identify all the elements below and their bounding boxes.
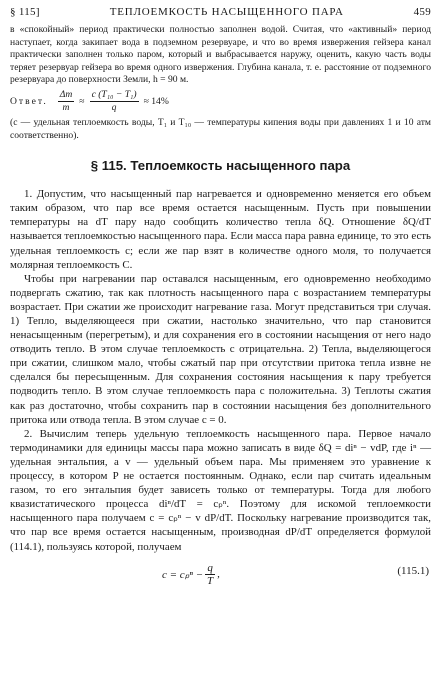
header-section-ref: § 115] bbox=[10, 6, 40, 18]
answer-note bbox=[10, 117, 431, 142]
formula-frac-numerator: q bbox=[207, 561, 213, 574]
answer-relation: ≈ bbox=[79, 96, 85, 108]
header-title: ТЕПЛОЕМКОСТЬ НАСЫЩЕННОГО ПАРА bbox=[109, 6, 344, 18]
problem-paragraph: в «спокойный» период практически полностью заполнен водой. Считая, что «активный» период наступает, когда закипает вода в подземном резервуаре, и что во время извержения гейзера канал практически заполнен только паром, который и выбрасывается наружу, оценить, какую часть воды теряет резервуар гейзера во время одного извержения. Глубина канала, т. е. расстояние от подземного резервуара до поверхности Земли, h = 90 м. bbox=[10, 24, 431, 86]
section-body bbox=[10, 187, 431, 553]
section-title: § 115. Теплоемкость насыщенного пара bbox=[90, 158, 351, 174]
formula-expression bbox=[162, 562, 220, 587]
body-paragraph-2: Чтобы при нагревании пар оставался насыщенным, его одновременно необходимо подвергать сжатию, так как плотность насыщенного пара с возрастанием температуры возрастает. При сжатии же происходит нагревание газа. Могут представиться три случая. 1) Тепло, выделяющееся при сжатии, настолько значительно, что пар становится ненасыщенным (перегретым), и для сохранения его в состоянии насыщения от него надо отводить тепло. В этом случае теплоемкость c отрицательна. 2) Тепла, выделяющегося при сжатии, слишком мало, чтобы сжатый пар при отсутствии притока тепла извне не сделался бы пересыщенным. Для сохранения состояния насыщения к пару требуется подводить тепло. В этом случае теплоемкость пара c положительна. 3) Теплоты сжатия как раз достаточно, чтобы сохранить пар в состоянии насыщения без дополнительного притока или отвода тепла. В этом случае c = 0. bbox=[10, 272, 431, 426]
page-number: 459 bbox=[413, 6, 431, 18]
formula-number: (115.1) bbox=[397, 564, 429, 577]
running-header bbox=[10, 6, 431, 24]
problem-text bbox=[10, 24, 431, 87]
answer-note-text: (c — удельная теплоемкость воды, T₁ и T₁₀ — температуры кипения воды при давлениях 1 и 10 атм соответственно). bbox=[10, 116, 431, 141]
answer-label: Ответ. bbox=[10, 96, 48, 108]
formula-frac-denominator: T bbox=[207, 574, 214, 587]
answer-fraction-1 bbox=[58, 89, 75, 114]
answer-result: ≈ 14% bbox=[143, 96, 169, 108]
answer-frac2-numerator: c (T₁₀ − T₁) bbox=[91, 89, 137, 101]
answer-line bbox=[10, 89, 431, 115]
answer-fraction-2 bbox=[90, 89, 139, 114]
answer-frac1-denominator: m bbox=[62, 102, 70, 114]
formula-fraction bbox=[205, 562, 215, 587]
body-paragraph-3: 2. Вычислим теперь удельную теплоемкость насыщенного пара. Первое начало термодинамики для единицы массы пара можно записать в виде δQ = diⁿ − vdP, где iⁿ — удельная энтальпия, а v — удельный объем пара. Мы применяем это уравнение к процессу, в котором P не остается постоянным. Однако, если пар считать идеальным газом, то его энтальпия будет зависеть только от температуры. Тогда для любого квазистатического процесса diⁿ/dT = cₚⁿ. Поэтому для искомой теплоемкости насыщенного пара получаем c = cₚⁿ − v dP/dT. Поскольку нагревание производится так, что пар все время остается насыщенным, производная dP/dT определяется формулой (114.1), пользуясь которой, получаем bbox=[10, 427, 431, 553]
answer-frac2-denominator: q bbox=[111, 102, 117, 114]
formula-lhs: c = cₚⁿ − bbox=[162, 568, 204, 581]
formula-tail: , bbox=[217, 568, 220, 581]
answer-frac1-numerator: Δm bbox=[59, 89, 73, 101]
formula-115-1 bbox=[10, 558, 431, 587]
body-paragraph-1: 1. Допустим, что насыщенный пар нагревается и одновременно меняется его объем таким образом, что пар все время остается насыщенным. Пусть при повышении температуры на dT пару надо сообщить количество тепла δQ. Отношение δQ/dT называется теплоемкостью насыщенного пара. Если масса пара равна единице, то это есть удельная теплоемкость c; если же пар взят в количестве одного моля, то получается молярная теплоемкость C. bbox=[10, 188, 432, 271]
